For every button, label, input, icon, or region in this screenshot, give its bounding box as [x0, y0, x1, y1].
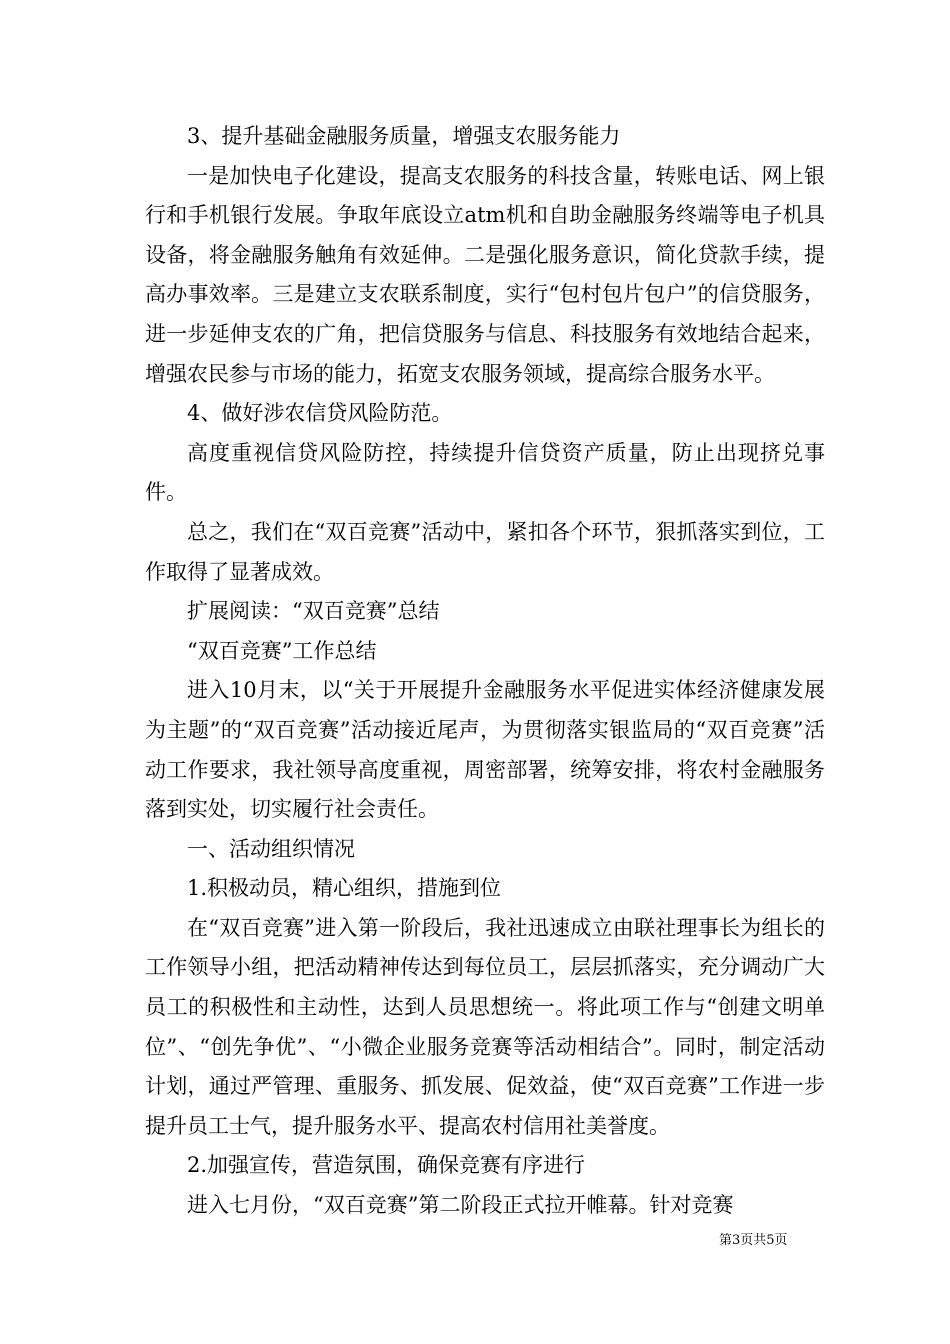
- paragraph-section-4-heading: 4、做好涉农信贷风险防范。: [187, 401, 453, 426]
- paragraph-item-1-body: 在“双百竞赛”进入第一阶段后，我社迅速成立由联社理事长为组长的工作领导小组，把活动精神传达到每位员工，层层抓落实，充分调动广大员工的积极性和主动性，达到人员思想统一。将此项工作与“创建文明单位”、“创先争优”、“小微企业服务竞赛等活动相结合”。同时，制定活动计划，通过严管理、重服务、抓发展、促效益，使“双百竞赛”工作进一步提升员工士气，提升服务水平、提高农村信用社美誉度。: [145, 915, 825, 1138]
- page-number-footer: 第3页共5页: [719, 1233, 788, 1248]
- paragraph-item-2-body: 进入七月份，“双百竞赛”第二阶段正式拉开帷幕。针对竞赛: [187, 1193, 734, 1218]
- paragraph-intro: 进入10月末，以“关于开展提升金融服务水平促进实体经济健康发展为主题”的“双百竞赛”活动接近尾声，为贯彻落实银监局的“双百竞赛”活动工作要求，我社领导高度重视，周密部署，统筹安排，将农村金融服务落到实处，切实履行社会责任。: [145, 678, 825, 822]
- paragraph-summary-title: “双百竞赛”工作总结: [187, 638, 377, 663]
- paragraph-section-4-body: 高度重视信贷风险防控，持续提升信贷资产质量，防止出现挤兑事件。: [145, 440, 825, 505]
- paragraph-item-2-heading: 2.加强宣传，营造氛围，确保竞赛有序进行: [187, 1153, 586, 1178]
- paragraph-part-1-heading: 一、活动组织情况: [187, 836, 355, 861]
- paragraph-section-3-body: 一是加快电子化建设，提高支农服务的科技含量，转账电话、网上银行和手机银行发展。争取年底设立atm机和自助金融服务终端等电子机具设备，将金融服务触角有效延伸。二是强化服务意识，简化贷款手续，提高办事效率。三是建立支农联系制度，实行“包村包片包户”的信贷服务，进一步延伸支农的广角，把信贷服务与信息、科技服务有效地结合起来，增强农民参与市场的能力，拓宽支农服务领域，提高综合服务水平。: [145, 163, 825, 386]
- paragraph-item-1-heading: 1.积极动员，精心组织，措施到位: [187, 876, 502, 901]
- paragraph-extended-reading: 扩展阅读：“双百竞赛”总结: [187, 599, 440, 624]
- paragraph-section-3-heading: 3、提升基础金融服务质量，增强支农服务能力: [187, 124, 621, 148]
- document-body: [145, 117, 825, 1226]
- paragraph-conclusion: 总之，我们在“双百竞赛”活动中，紧扣各个环节，狠抓落实到位，工作取得了显著成效。: [145, 519, 825, 584]
